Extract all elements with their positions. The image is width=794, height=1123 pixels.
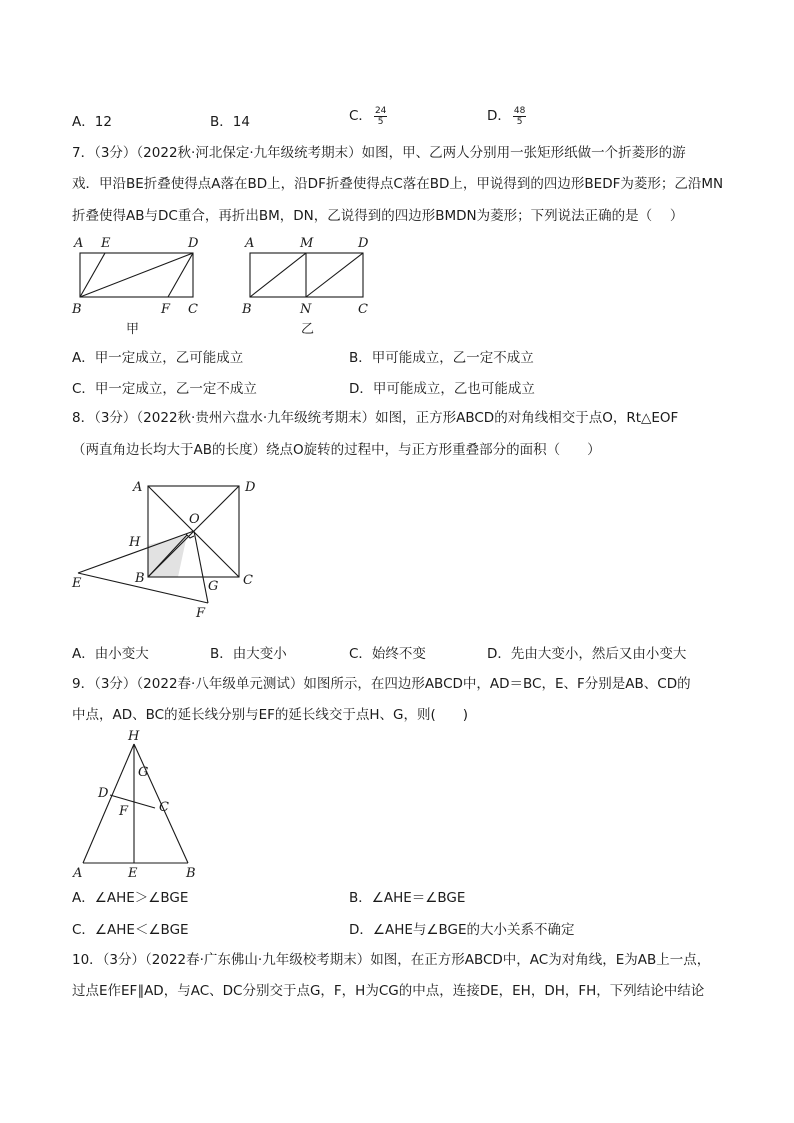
label-e: E	[101, 236, 111, 251]
q9-stem-line-2: 中点，AD、BC的延长线分别与EF的延长线交于点H、G，则( )	[72, 707, 469, 723]
q9-option-c: C．∠AHE＜∠BGE	[72, 922, 189, 938]
diagonal-bd	[80, 253, 193, 297]
q7-option-c: C．甲一定成立，乙一定不成立	[72, 381, 257, 397]
label-a: A	[133, 480, 143, 495]
label-c: C	[358, 302, 368, 317]
q9-option-a: A．∠AHE＞∠BGE	[72, 890, 189, 906]
label-a: A	[73, 866, 83, 881]
segment-be	[80, 253, 105, 297]
q7-stem-line-1: 7．（3分）（2022秋·河北保定·九年级统考期末）如图，甲、乙两人分别用一张矩形纸做一个折菱形的游	[72, 145, 686, 161]
q9-option-b: B．∠AHE＝∠BGE	[349, 890, 466, 906]
label-a: A	[245, 236, 255, 251]
q7-option-b: B．甲可能成立，乙一定不成立	[349, 350, 534, 366]
q10-stem-line-1: 10．（3分）（2022春·广东佛山·九年级校考期末）如图，在正方形ABCD中，AC为对角线，E为AB上一点，	[72, 952, 711, 968]
segment-of	[194, 531, 208, 603]
label-e: E	[72, 576, 82, 591]
label-d: D	[98, 786, 109, 801]
q7-option-a: A．甲一定成立，乙可能成立	[72, 350, 244, 366]
label-o: O	[189, 512, 200, 527]
caption-jia: 甲	[126, 322, 140, 337]
q8-option-c: C．始终不变	[349, 646, 426, 662]
label-a: A	[74, 236, 84, 251]
label-d: D	[245, 480, 256, 495]
label-f: F	[161, 302, 171, 317]
label-f: F	[196, 606, 206, 621]
q8-stem-line-1: 8．（3分）（2022秋·贵州六盘水·九年级统考期末）如图，正方形ABCD的对角线相交于点O，Rt△EOF	[72, 410, 679, 426]
label-b: B	[135, 571, 145, 586]
label-b: B	[242, 302, 252, 317]
q6-option-a: A．12	[72, 114, 112, 130]
q6-option-d	[487, 104, 526, 127]
fraction-denominator: 5	[516, 116, 523, 127]
label-b: B	[72, 302, 82, 317]
q8-stem-line-2: （两直角边长均大于AB的长度）绕点O旋转的过程中，与正方形重叠部分的面积（ ）	[72, 442, 601, 458]
q6-option-d-fraction	[513, 106, 526, 127]
q10-stem-line-2: 过点E作EF∥AD，与AC、DC分别交于点G，F，H为CG的中点，连接DE，EH，DH，FH，下列结论中结论	[72, 983, 705, 999]
fraction-numerator: 48	[513, 105, 526, 116]
q7-stem-line-3: 折叠使得AB与DC重合，再折出BM，DN，乙说得到的四边形BMDN为菱形；下列说法正确的是（ ）	[72, 208, 684, 224]
fraction-numerator: 24	[374, 105, 387, 116]
q8-option-a: A．由小变大	[72, 646, 149, 662]
q6-option-b: B．14	[210, 114, 250, 130]
q8-option-b: B．由大变小	[210, 646, 287, 662]
label-h: H	[129, 535, 141, 550]
label-n: N	[300, 302, 312, 317]
q6-option-c	[349, 104, 387, 127]
q6-option-c-label: C．	[349, 108, 372, 124]
label-c: C	[188, 302, 198, 317]
label-d: D	[188, 236, 199, 251]
label-g: G	[138, 765, 149, 780]
q7-stem-line-2: 戏．甲沿BE折叠使得点A落在BD上，沿DF折叠使得点C落在BD上，甲说得到的四边形BEDF为菱形；乙沿MN	[72, 176, 724, 192]
q7-option-d: D．甲可能成立，乙也可能成立	[349, 381, 535, 397]
label-c: C	[159, 800, 169, 815]
caption-yi: 乙	[301, 322, 315, 337]
label-h: H	[128, 729, 140, 744]
q8-option-d: D．先由大变小，然后又由小变大	[487, 646, 687, 662]
label-m: M	[300, 236, 314, 251]
q9-option-d: D．∠AHE与∠BGE的大小关系不确定	[349, 922, 575, 938]
label-c: C	[243, 573, 253, 588]
segment-nd	[306, 253, 363, 297]
q9-stem-line-1: 9．（3分）（2022春·八年级单元测试）如图所示，在四边形ABCD中，AD＝BC，E、F分别是AB、CD的	[72, 676, 691, 692]
q6-option-d-label: D．	[487, 108, 511, 124]
q6-option-c-fraction	[374, 106, 387, 127]
segment-dc	[110, 795, 155, 808]
fraction-denominator: 5	[377, 116, 384, 127]
segment-bm	[250, 253, 306, 297]
label-g: G	[208, 579, 219, 594]
label-b: B	[186, 866, 196, 881]
label-e: E	[128, 866, 138, 881]
label-f: F	[119, 804, 129, 819]
segment-df	[168, 253, 193, 297]
label-d: D	[358, 236, 369, 251]
